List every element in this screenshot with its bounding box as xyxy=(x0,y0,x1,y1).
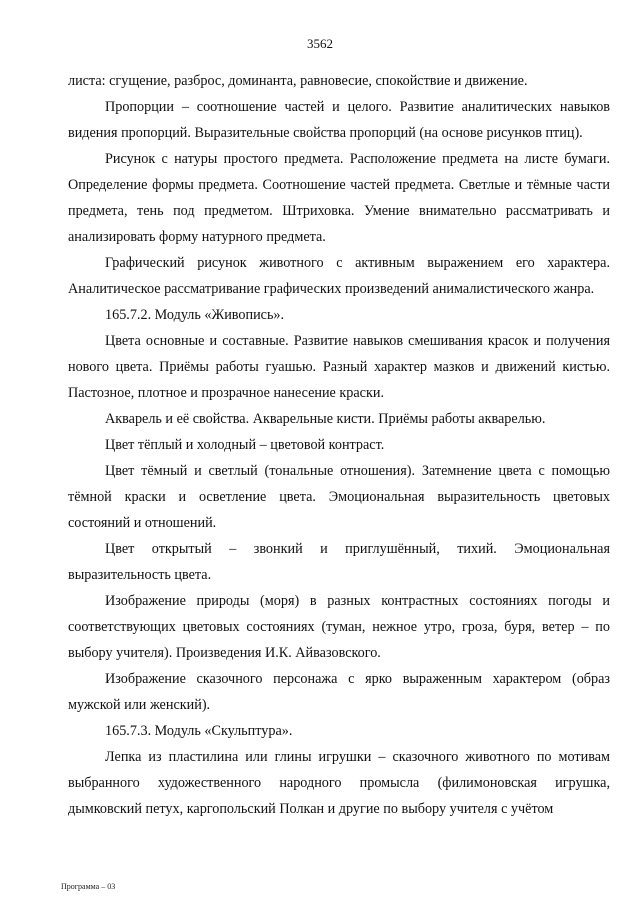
paragraph-modeling: Лепка из пластилина или глины игрушки – сказочного животного по мотивам выбранного художественного народного промысла (филимоновская игрушка, дымковский петух, каргопольский Полкан и другие по выбору учителя с учётом xyxy=(68,749,610,817)
paragraph-continuation: листа: сгущение, разброс, доминанта, равновесие, спокойствие и движение. xyxy=(68,73,528,89)
document-body xyxy=(68,68,610,822)
paragraph-tonal-relations: Цвет тёмный и светлый (тональные отношения). Затемнение цвета с помощью тёмной краски и осветление цвета. Эмоциональная выразительность цветовых состояний и отношений. xyxy=(68,463,610,531)
paragraph-open-color: Цвет открытый – звонкий и приглушённый, тихий. Эмоциональная выразительность цвета. xyxy=(68,541,610,583)
paragraph-proportions: Пропорции – соотношение частей и целого. Развитие аналитических навыков видения пропорций. Выразительные свойства пропорций (на основе рисунков птиц). xyxy=(68,99,610,141)
paragraph-fairytale-character: Изображение сказочного персонажа с ярко выраженным характером (образ мужской или женский). xyxy=(68,671,610,713)
paragraph-animal-drawing: Графический рисунок животного с активным выражением его характера. Аналитическое рассматривание графических произведений анималистического жанра. xyxy=(68,255,610,297)
section-heading-painting: 165.7.2. Модуль «Живопись». xyxy=(105,307,285,323)
section-heading-sculpture: 165.7.3. Модуль «Скульптура». xyxy=(105,723,293,739)
paragraph-watercolor: Акварель и её свойства. Акварельные кисти. Приёмы работы акварелью. xyxy=(105,411,546,427)
page-number: 3562 xyxy=(307,36,333,51)
page-footer: Программа – 03 xyxy=(61,882,116,891)
paragraph-drawing-from-nature: Рисунок с натуры простого предмета. Расположение предмета на листе бумаги. Определение формы предмета. Соотношение частей предмета. Светлые и тёмные части предмета, тень под предметом. Штриховка. Умение внимательно рассматривать и анализировать форму натурного предмета. xyxy=(68,151,610,245)
paragraph-warm-cold: Цвет тёплый и холодный – цветовой контраст. xyxy=(105,437,385,453)
paragraph-nature-sea: Изображение природы (моря) в разных контрастных состояниях погоды и соответствующих цветовых состояниях (туман, нежное утро, гроза, буря, ветер – по выбору учителя). Произведения И.К. Айвазовского. xyxy=(68,593,610,661)
paragraph-colors-basic: Цвета основные и составные. Развитие навыков смешивания красок и получения нового цвета. Приёмы работы гуашью. Разный характер мазков и движений кистью. Пастозное, плотное и прозрачное нанесение краски. xyxy=(68,333,610,401)
